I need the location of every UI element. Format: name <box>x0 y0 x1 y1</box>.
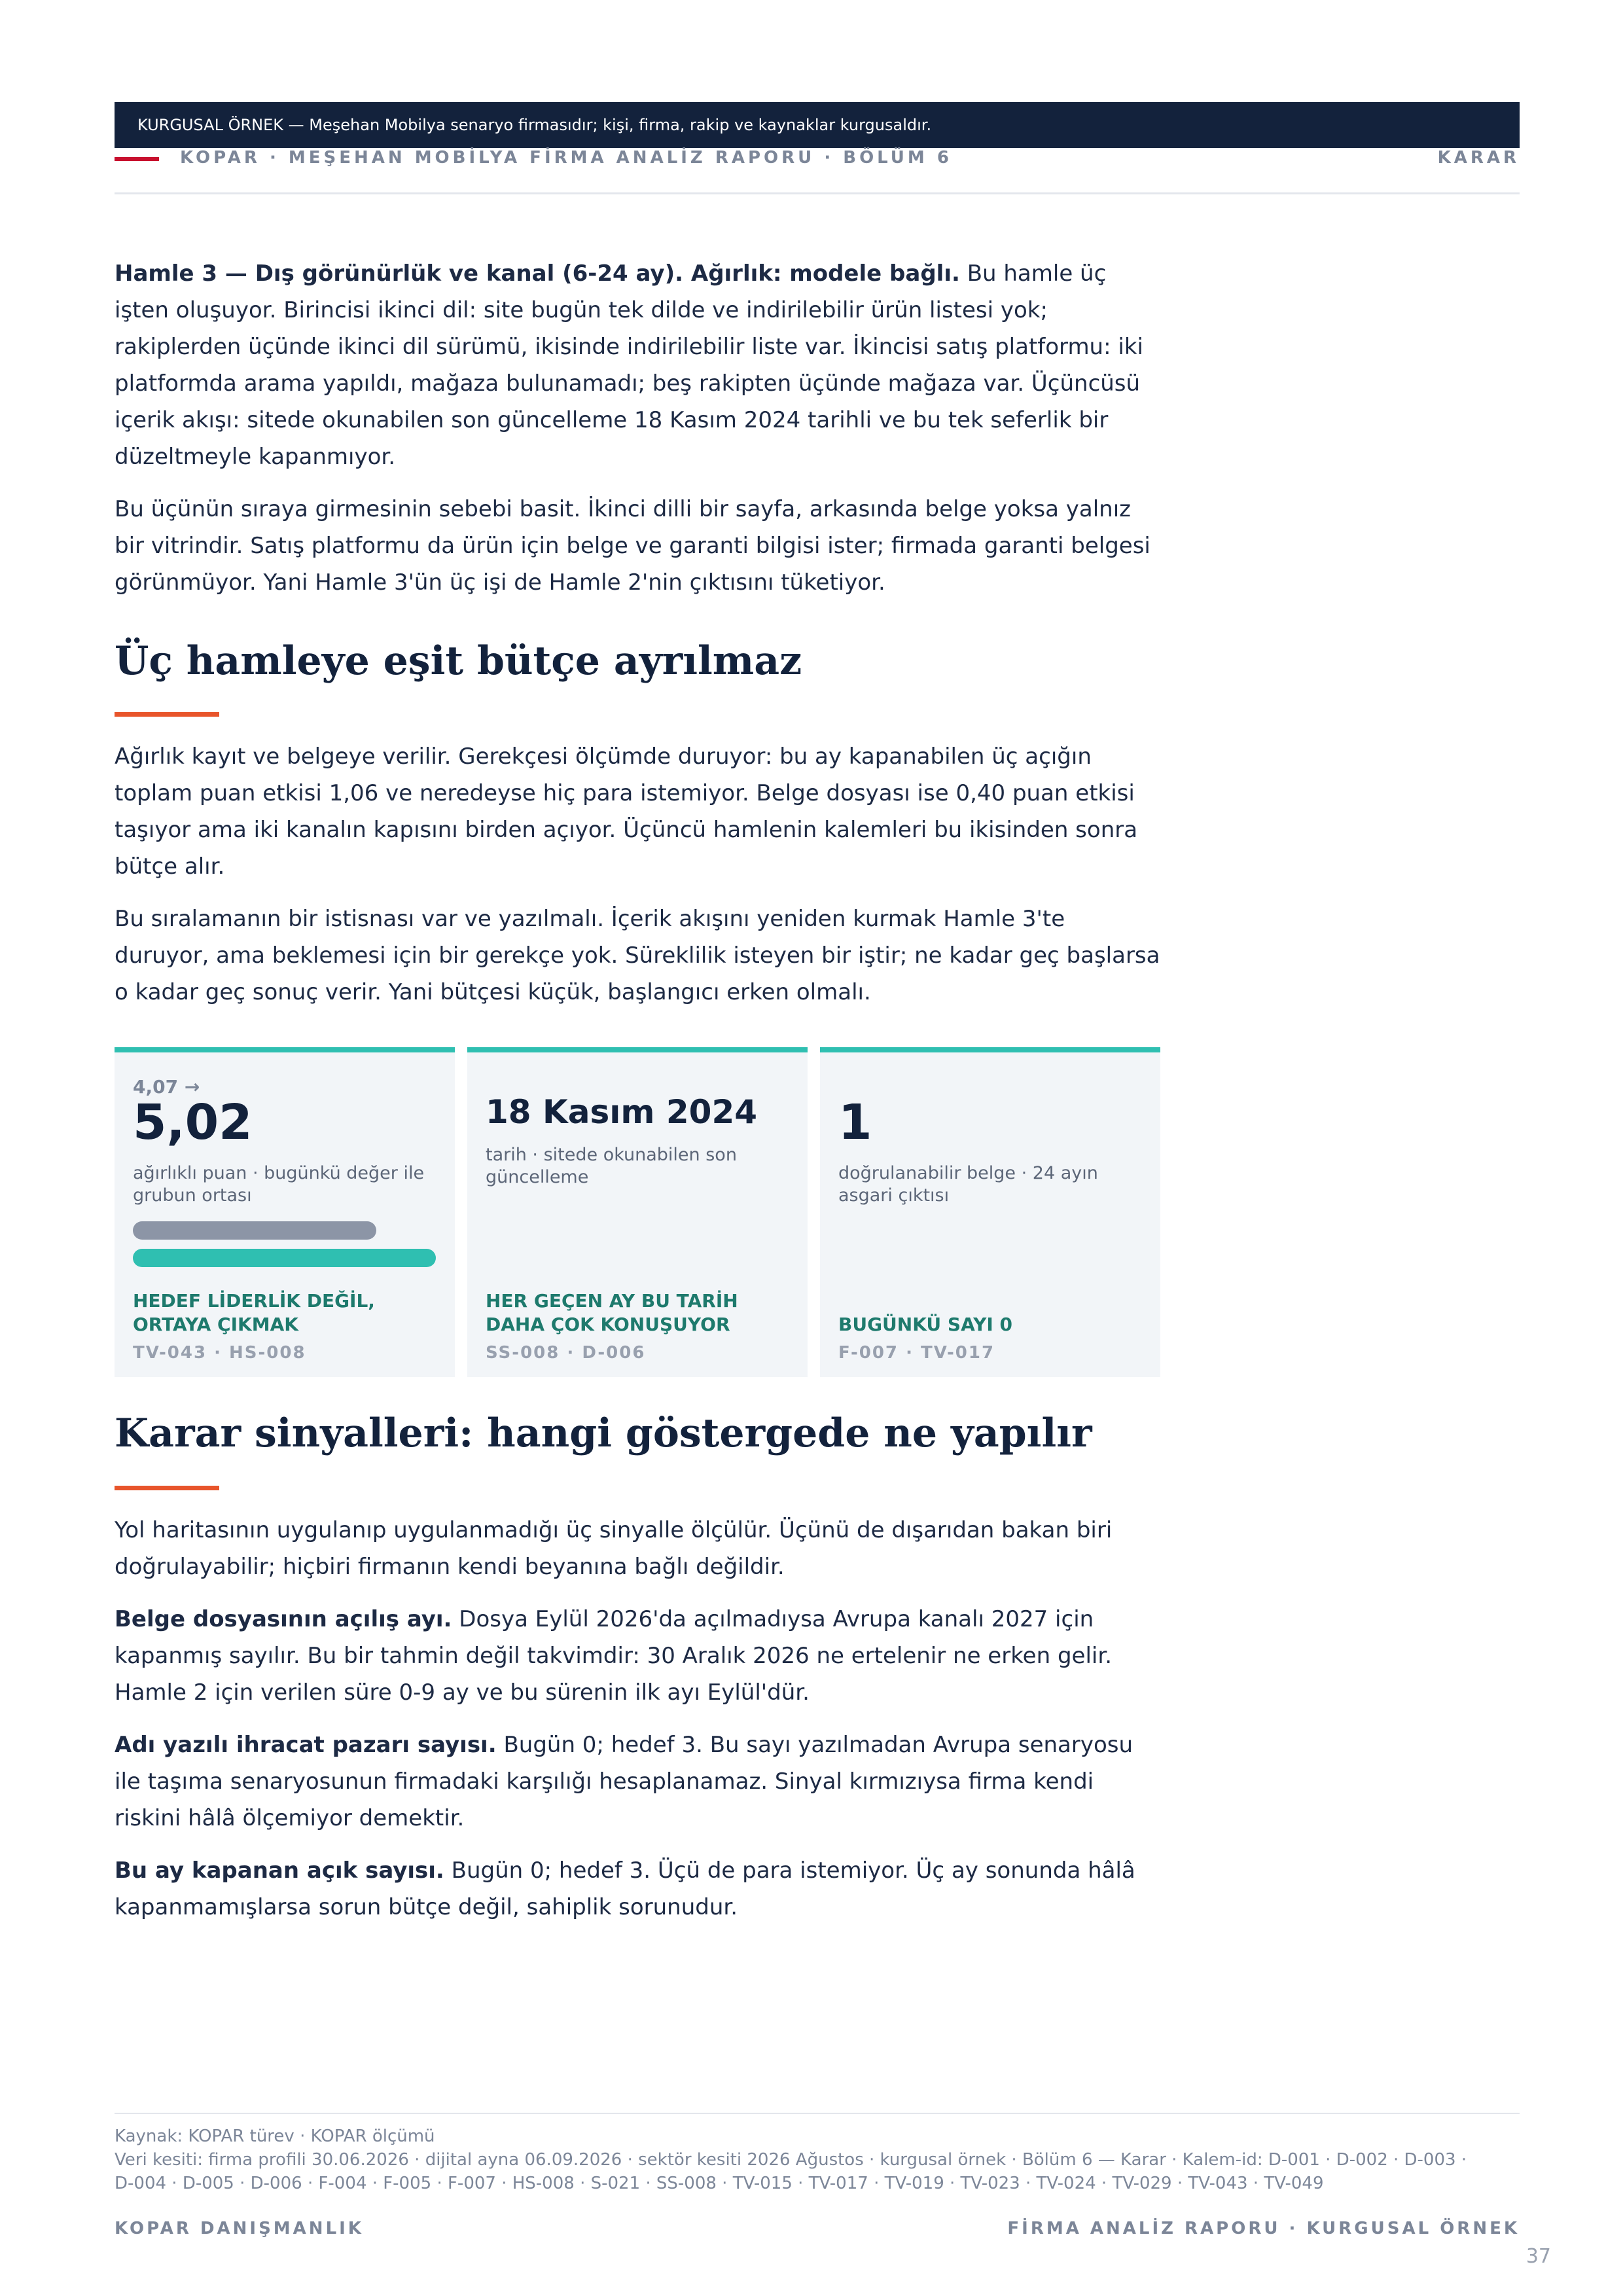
intro-paragraph-1 <box>115 255 1162 475</box>
intro-lead: Hamle 3 — Dış görünürlük ve kanal (6-24 ay). Ağırlık: modele bağlı. <box>115 260 960 287</box>
target-score-bar <box>133 1249 436 1267</box>
signal-3 <box>115 1852 1162 1926</box>
kpi-label: doğrulanabilir belge · 24 ayın asgari çıktısı <box>838 1163 1098 1206</box>
heading-underline <box>115 712 219 717</box>
heading-underline <box>115 1486 219 1490</box>
signal-2-title: Adı yazılı ihracat pazarı sayısı. <box>115 1732 497 1758</box>
signal-1 <box>115 1601 1162 1711</box>
signal-2 <box>115 1727 1162 1837</box>
section-heading-signals: Karar sinyalleri: hangi göstergede ne yapılır <box>115 1410 1092 1456</box>
fiction-banner: KURGUSAL ÖRNEK — Meşehan Mobilya senaryo firmasıdır; kişi, firma, rakip ve kaynaklar kurgusaldır. <box>115 102 1520 148</box>
kpi-reference: SS-008 · D-006 <box>486 1343 646 1363</box>
signals-block <box>115 1512 1162 1941</box>
footer-report-title: FİRMA ANALİZ RAPORU · KURGUSAL ÖRNEK <box>1007 2219 1520 2238</box>
footer-cut-line: Veri kesiti: firma profili 30.06.2026 · dijital ayna 06.09.2026 · sektör kesiti 2026 Ağustos · kurgusal örnek · Bölüm 6 — Karar · Kalem-id: D-001 · D-002 · D-003 · D-004 · D-005 · D-006 · F-004 · F-005 · F-007 · HS-008 · S-021 · SS-008 · TV-015 · TV-017 · TV-019 · TV-023 · TV-024 · TV-029 · TV-043 · TV-049 <box>115 2150 1467 2193</box>
kpi-reference: TV-043 · HS-008 <box>133 1343 306 1363</box>
budget-paragraph-2: Bu sıralamanın bir istisnası var ve yazılmalı. İçerik akışını yeniden kurmak Hamle 3'te duruyor, ama beklemesi için bir gerekçe yok. Süreklilik isteyen bir iştir; ne kadar geç başlarsa o kadar geç sonuç verir. Yani bütçesi küçük, başlangıcı erken olmalı. <box>115 906 1160 1005</box>
signal-3-text: Bugün 0; hedef 3. Üçü de para istemiyor. Üç ay sonunda hâlâ kapanmamışlarsa sorun bütçe değil, sahiplik sorunudur. <box>115 1857 1135 1920</box>
header-section: KARAR <box>1437 148 1520 168</box>
kpi-cards <box>115 1047 1160 1377</box>
kpi-value: 5,02 <box>133 1094 253 1151</box>
kpi-label: tarih · sitede okunabilen son güncelleme <box>486 1145 737 1187</box>
footer-company: KOPAR DANIŞMANLIK <box>115 2219 364 2238</box>
kpi-accent-note: BUGÜNKÜ SAYI 0 <box>838 1314 1012 1335</box>
current-score-bar <box>133 1221 376 1240</box>
intro-text: Bu hamle üç işten oluşuyor. Birincisi ikinci dil: site bugün tek dilde ve indirilebilir ürün listesi yok; rakiplerden üçünde ikinci dil sürümü, ikisinde indirilebilir liste var. İkincisi satış platformu: iki platformda arama yapıldı, mağaza bulunamadı; beş rakipten üçünde mağaza var. Üçüncüsü içerik akışı: sitede okunabilen son güncelleme 18 Kasım 2024 tarihli ve bu tek seferlik bir düzeltmeyle kapanmıyor. <box>115 260 1143 470</box>
kpi-accent-note: HER GEÇEN AY BU TARİH DAHA ÇOK KONUŞUYOR <box>486 1290 738 1335</box>
kpi-reference: F-007 · TV-017 <box>838 1343 995 1363</box>
kpi-accent-note: HEDEF LİDERLİK DEĞİL, ORTAYA ÇIKMAK <box>133 1290 375 1335</box>
section-heading-budget: Üç hamleye eşit bütçe ayrılmaz <box>115 638 802 684</box>
kpi-card-documents <box>820 1047 1160 1377</box>
signals-intro: Yol haritasının uygulanıp uygulanmadığı üç sinyalle ölçülür. Üçünü de dışarıdan bakan biri doğrulayabilir; hiçbiri firmanın kendi beyanına bağlı değildir. <box>115 1517 1113 1580</box>
signal-2-text: Bugün 0; hedef 3. Bu sayı yazılmadan Avrupa senaryosu ile taşıma senaryosunun firmadaki karşılığı hesaplanamaz. Sinyal kırmızıysa firma kendi riskini hâlâ ölçemiyor demektir. <box>115 1732 1133 1831</box>
intro-block <box>115 255 1162 617</box>
kpi-value: 1 <box>838 1094 872 1151</box>
kpi-card-update-date <box>467 1047 808 1377</box>
intro-paragraph-2: Bu üçünün sıraya girmesinin sebebi basit. İkinci dilli bir sayfa, arkasında belge yoksa yalnız bir vitrindir. Satış platformu da ürün için belge ve garanti bilgisi ister; firmada garanti belgesi görünmüyor. Yani Hamle 3'ün üç işi de Hamle 2'nin çıktısını tüketiyor. <box>115 496 1150 596</box>
kpi-value: 18 Kasım 2024 <box>486 1093 758 1131</box>
running-header <box>115 148 1520 194</box>
footer-source-line: Kaynak: KOPAR türev · KOPAR ölçümü <box>115 2126 435 2146</box>
kpi-previous-value: 4,07 → <box>133 1076 200 1098</box>
footer-sources <box>115 2125 1489 2195</box>
footer-divider <box>115 2113 1520 2114</box>
signal-1-text: Dosya Eylül 2026'da açılmadıysa Avrupa kanalı 2027 için kapanmış sayılır. Bu bir tahmin değil takvimdir: 30 Aralık 2026 ne ertelenir ne erken gelir. Hamle 2 için verilen süre 0-9 ay ve bu sürenin ilk ayı Eylül'dür. <box>115 1606 1113 1706</box>
budget-block <box>115 738 1162 1026</box>
page-number: 37 <box>1525 2245 1551 2268</box>
header-accent-mark <box>115 157 159 161</box>
header-title: KOPAR · MEŞEHAN MOBİLYA FİRMA ANALİZ RAPORU · BÖLÜM 6 <box>180 148 952 168</box>
signal-1-title: Belge dosyasının açılış ayı. <box>115 1606 452 1632</box>
kpi-card-score <box>115 1047 455 1377</box>
budget-paragraph-1: Ağırlık kayıt ve belgeye verilir. Gerekçesi ölçümde duruyor: bu ay kapanabilen üç açığın toplam puan etkisi 1,06 ve neredeyse hiç para istemiyor. Belge dosyası ise 0,40 puan etkisi taşıyor ama iki kanalın kapısını birden açıyor. Üçüncü hamlenin kalemleri bu ikisinden sonra bütçe alır. <box>115 744 1138 880</box>
signal-3-title: Bu ay kapanan açık sayısı. <box>115 1857 444 1884</box>
kpi-label: ağırlıklı puan · bugünkü değer ile grubun ortası <box>133 1163 425 1206</box>
